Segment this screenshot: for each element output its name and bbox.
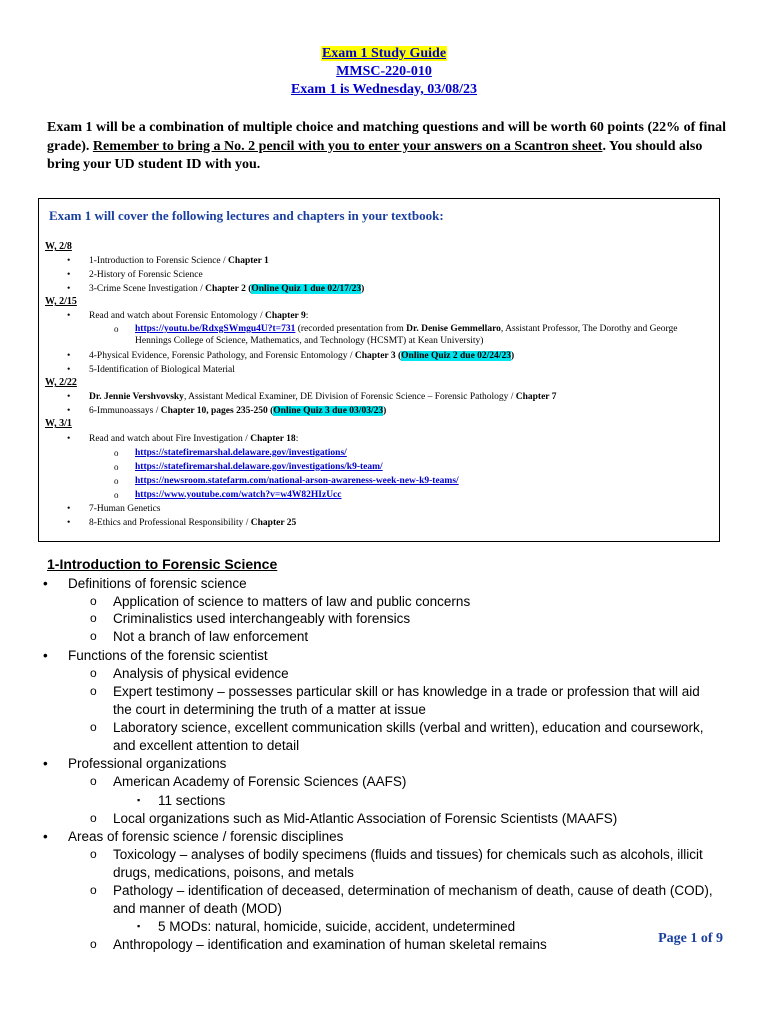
firemarshal-link[interactable]: https://statefiremarshal.delaware.gov/investigations/ — [135, 448, 347, 458]
bullet-icon: • — [67, 365, 71, 375]
week-label: W, 2/22 — [45, 377, 77, 388]
bullet-icon: • — [43, 829, 48, 844]
circle-bullet-icon: o — [114, 324, 119, 334]
intro-text-1: Exam 1 will be a combination of multiple choice and matching questions and will be worth 60 points (22% of final grade). — [47, 120, 727, 154]
circle-bullet-icon: o — [90, 847, 97, 861]
bullet-icon: • — [43, 576, 48, 591]
bullet-icon: • — [67, 518, 71, 528]
bullet-icon: • — [67, 270, 71, 280]
coverage-box: Exam 1 will cover the following lectures and chapters in your textbook: W, 2/8 • 1-Introduction to Forensic Science / Chapter 1 • 2-History of Forensic Science • 3-Crime Scene Investigation / Chapter 2 (Online Quiz 1 due 02/17/23) W, 2/15 • Read and watch about Forensic Entomology / Chapter 9: o https://youtu.be/RdxgSWmgu4U?t=731 (recorded presentation from Dr. Denise Gemmellaro, Assistant Professor, The Dorothy and George Hennings College of Science, Mathematics, and Technology (HCSMT) at Kean University) • 4-Physical Evidence, Forensic Pathology, and Forensic Entomology / Chapter 3 (Online Quiz 2 due 02/24/23) • 5-Identification of Biological Material W, 2/22 • Dr. Jennie Vershvovsky, Assistant Medical Examiner, DE Division of Forensic Science – Forensic Pathology / Chapter 7 • 6-Immunoassays / Chapter 10, pages 235-250 (Online Quiz 3 due 03/03/23) W, 3/1 • Read and watch about Fire Investigation / Chapter 18: o https://statefiremarshal.delaware.gov/investigations/ o https://statefiremarshal.delaware.gov/investigations/k9-team/ o https://newsroom.statefarm.com/national-arson-awareness-week-new-k9-teams/ o https://www.youtube.com/watch?v=w4W82HIzUcc • 7-Human Genetics • 8-Ethics and Professional Responsibility / Chapter 25 — [38, 198, 720, 542]
circle-bullet-icon: o — [90, 611, 97, 625]
quiz-due-badge: Online Quiz 2 due 02/24/23 — [401, 351, 511, 361]
youtube-link[interactable]: https://youtu.be/RdxgSWmgu4U?t=731 — [135, 324, 296, 334]
circle-bullet-icon: o — [90, 684, 97, 698]
square-bullet-icon: ▪ — [137, 921, 141, 931]
circle-bullet-icon: o — [90, 883, 97, 897]
circle-bullet-icon: o — [90, 811, 97, 825]
week-label: W, 2/8 — [45, 241, 72, 252]
square-bullet-icon: ▪ — [137, 795, 141, 805]
bullet-icon: • — [67, 406, 71, 416]
bullet-icon: • — [67, 256, 71, 266]
circle-bullet-icon: o — [114, 476, 119, 486]
coverage-title: Exam 1 will cover the following lectures and chapters in your textbook: — [49, 208, 444, 223]
quiz-due-badge: Online Quiz 1 due 02/17/23 — [251, 284, 362, 294]
intro-paragraph — [47, 119, 727, 175]
guide-title: Exam 1 Study Guide — [321, 46, 447, 61]
bullet-icon: • — [67, 284, 71, 294]
k9-team-link[interactable]: https://statefiremarshal.delaware.gov/investigations/k9-team/ — [135, 462, 383, 472]
circle-bullet-icon: o — [114, 462, 119, 472]
bullet-icon: • — [67, 392, 71, 402]
circle-bullet-icon: o — [90, 720, 97, 734]
circle-bullet-icon: o — [90, 594, 97, 608]
exam-date: Exam 1 is Wednesday, 03/08/23 — [290, 82, 478, 97]
bullet-icon: • — [43, 648, 48, 663]
bullet-icon: • — [67, 504, 71, 514]
week-label: W, 2/15 — [45, 296, 77, 307]
circle-bullet-icon: o — [114, 490, 119, 500]
circle-bullet-icon: o — [90, 666, 97, 680]
circle-bullet-icon: o — [90, 937, 97, 951]
course-code: MMSC-220-010 — [336, 64, 432, 79]
statefarm-link[interactable]: https://newsroom.statefarm.com/national-arson-awareness-week-new-k9-teams/ — [135, 476, 459, 486]
circle-bullet-icon: o — [90, 629, 97, 643]
bullet-icon: • — [67, 434, 71, 444]
bullet-icon: • — [67, 351, 71, 361]
header — [0, 45, 768, 99]
page-number: Page 1 of 9 — [658, 931, 723, 946]
bullet-icon: • — [43, 756, 48, 771]
circle-bullet-icon: o — [90, 774, 97, 788]
bullet-icon: • — [67, 311, 71, 321]
intro-text-3: . You should also bring your UD student ID with you. — [47, 138, 703, 172]
section-title: 1-Introduction to Forensic Science — [47, 556, 278, 572]
week-label: W, 3/1 — [45, 418, 72, 429]
circle-bullet-icon: o — [114, 448, 119, 458]
intro-text-2: Remember to bring a No. 2 pencil with you to enter your answers on a Scantron sheet — [92, 138, 603, 154]
document-page: Exam 1 Study Guide MMSC-220-010 Exam 1 is Wednesday, 03/08/23 Exam 1 will be a combination of multiple choice and matching questions and will be worth 60 points (22% of final grade). Remember to bring a No. 2 pencil with you to enter your answers on a Scantron sheet. You should also bring your UD student ID with you. Exam 1 will cover the following lectures and chapters in your textbook: W, 2/8 • 1-Introduction to Forensic Science / Chapter 1 • 2-History of Forensic Science • 3-Crime Scene Investigation / Chapter 2 (Online Quiz 1 due 02/17/23) W, 2/15 • Read and watch about Forensic Entomology / Chapter 9: o https://youtu.be/RdxgSWmgu4U?t=731 (recorded presentation from Dr. Denise Gemmellaro, Assistant Professor, The Dorothy and George Hennings College of Science, Mathematics, and Technology (HCSMT) at Kean University) • 4-Physical Evidence, Forensic Pathology, and Forensic Entomology / Chapter 3 (Online Quiz 2 due 02/24/23) • 5-Identification of Biological Material W, 2/22 • Dr. Jennie Vershvovsky, Assistant Medical Examiner, DE Division of Forensic Science – Forensic Pathology / Chapter 7 • 6-Immunoassays / Chapter 10, pages 235-250 (Online Quiz 3 due 03/03/23) W, 3/1 • Read and watch about Fire Investigation / Chapter 18: o https://statefiremarshal.delaware.gov/investigations/ o https://statefiremarshal.delaware.gov/investigations/k9-team/ o https://newsroom.statefarm.com/national-arson-awareness-week-new-k9-teams/ o https://www.youtube.com/watch?v=w4W82HIzUcc • 7-Human Genetics • 8-Ethics and Professional Responsibility / Chapter 25 1-Introduction to Forensic Science • Definitions of forensic science o Application of science to matters of law and public concerns o Criminalistics used interchangeably with forensics o Not a branch of law enforcement • Functions of the forensic scientist o Analysis of physical evidence o Expert testimony – possesses particular skill or has knowledge in a trade or profession that will aid the court in determining the truth of a matter at issue o Laboratory science, excellent communication skills (verbal and written), education and coursework, and excellent attention to detail • Professional organizations o American Academy of Forensic Sciences (AAFS) ▪ 11 sections o Local organizations such as Mid-Atlantic Association of Forensic Scientists (MAAFS) • Areas of forensic science / forensic disciplines o Toxicology – analyses of bodily specimens (fluids and tissues) for chemicals such as alcohols, illicit drugs, medications, poisons, and metals o Pathology – identification of deceased, determination of mechanism of death, cause of death (COD), and manner of death (MOD) ▪ 5 MODs: natural, homicide, suicide, accident, undetermined o Anthropology – identification and examination of human skeletal remains Page 1 of 9 — [0, 0, 768, 1024]
quiz-due-badge: Online Quiz 3 due 03/03/23 — [273, 406, 384, 416]
youtube-fire-link[interactable]: https://www.youtube.com/watch?v=w4W82HIzUcc — [135, 490, 342, 500]
